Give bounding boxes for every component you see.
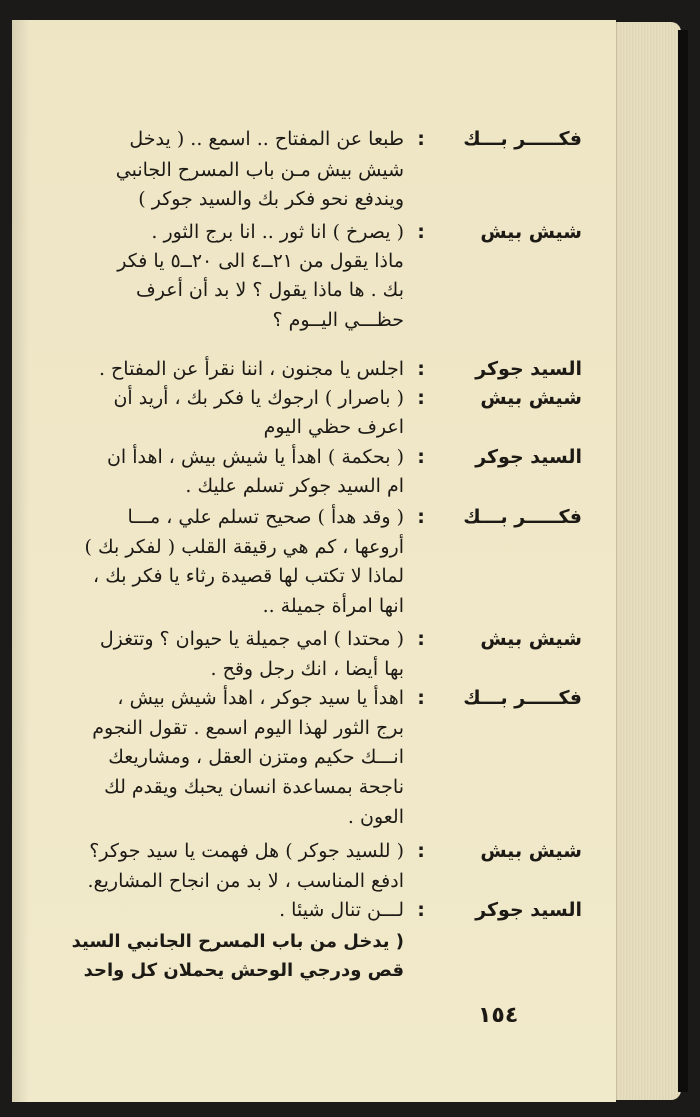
dialogue-text: برج الثور لهذا اليوم اسمع . تقول النجوم — [92, 717, 404, 739]
speaker-colon: : — [417, 446, 425, 468]
dialogue-line — [12, 800, 582, 834]
dialogue-text: بها أيضا ، انك رجل وقح . — [210, 658, 404, 680]
dialogue-text: بك . ها ماذا يقول ؟ لا بد أن أعرف — [136, 279, 404, 301]
dialogue-text: اهدأ يا سيد جوكر ، اهدأ شيش بيش ، — [117, 687, 404, 709]
dialogue-text: ( للسيد جوكر ) هل فهمت يا سيد جوكر؟ — [89, 840, 404, 862]
dialogue-line — [12, 740, 582, 774]
dialogue-line — [12, 893, 582, 927]
book-shadow — [678, 30, 688, 1092]
dialogue-text: ويندفع نحو فكر بك والسيد جوكر ) — [138, 188, 404, 210]
dialogue-text: ( يصرخ ) انا ثور .. انا برج الثور . — [151, 221, 404, 243]
speaker-name: السيد جوكر — [475, 899, 582, 921]
dialogue-text: انها امرأة جميلة .. — [262, 595, 404, 617]
dialogue-line — [12, 681, 582, 715]
dialogue-line — [12, 122, 582, 156]
speaker-name: فكـــــر بـــك — [463, 506, 582, 528]
dialogue-text: حظـــي اليــوم ؟ — [272, 309, 404, 331]
speaker-colon: : — [417, 358, 425, 380]
speaker-colon: : — [417, 506, 425, 528]
dialogue-text: أروعها ، كم هي رقيقة القلب ( لفكر بك ) — [84, 536, 404, 558]
dialogue-text: انـــك حكيم ومتزن العقل ، ومشاريعك — [108, 746, 404, 768]
dialogue-line — [12, 622, 582, 656]
dialogue-text: ام السيد جوكر تسلم عليك . — [185, 475, 404, 497]
dialogue-text: ماذا يقول من ٢١ــ٤ الى ٢٠ــ٥ يا فكر — [117, 250, 404, 272]
book-page — [12, 20, 616, 1102]
speaker-colon: : — [417, 687, 425, 709]
page-edge — [616, 22, 681, 1100]
speaker-colon: : — [417, 628, 425, 650]
speaker-name: فكـــــر بـــك — [463, 128, 582, 150]
dialogue-text: اجلس يا مجنون ، اننا نقرأ عن المفتاح . — [98, 358, 404, 380]
dialogue-text: قص ودرجي الوحش يحملان كل واحد — [83, 960, 404, 981]
dialogue-line — [12, 559, 582, 593]
dialogue-line — [12, 182, 582, 216]
speaker-colon: : — [417, 221, 425, 243]
dialogue-text: لماذا لا تكتب لها قصيدة رثاء يا فكر بك ، — [93, 565, 404, 587]
dialogue-line — [12, 954, 582, 988]
dialogue-text: ( محتدا ) امي جميلة يا حيوان ؟ وتتغزل — [99, 628, 404, 650]
speaker-colon: : — [417, 840, 425, 862]
dialogue-text: ناجحة بمساعدة انسان يحبك ويقدم لك — [104, 776, 404, 798]
dialogue-text: اعرف حظي اليوم — [263, 416, 404, 438]
dialogue-text: العون . — [347, 806, 404, 828]
dialogue-text: ( باصرار ) ارجوك يا فكر بك ، أريد أن — [113, 387, 404, 409]
speaker-name: فكـــــر بـــك — [463, 687, 582, 709]
dialogue-text: لـــن تنال شيئا . — [279, 899, 404, 921]
speaker-colon: : — [417, 899, 425, 921]
dialogue-line — [12, 469, 582, 503]
speaker-colon: : — [417, 128, 425, 150]
dialogue-text: ادفع المناسب ، لا بد من انجاح المشاريع. — [87, 870, 404, 892]
dialogue-text: ( وقد هدأ ) صحيح تسلم علي ، مـــا — [127, 506, 404, 528]
speaker-name: شيش بيش — [480, 628, 582, 650]
dialogue-line — [12, 410, 582, 444]
speaker-name: السيد جوكر — [475, 446, 582, 468]
dialogue-text: شيش بيش مـن باب المسرح الجانبي — [115, 159, 404, 181]
speaker-name: شيش بيش — [480, 221, 582, 243]
dialogue-line — [12, 834, 582, 868]
dialogue-line — [12, 770, 582, 804]
speaker-name: شيش بيش — [480, 840, 582, 862]
dialogue-text: ( يدخل من باب المسرح الجانبي السيد — [71, 931, 404, 952]
dialogue-line — [12, 303, 582, 337]
dialogue-line — [12, 589, 582, 623]
dialogue-text: ( بحكمة ) اهدأ يا شيش بيش ، اهدأ ان — [106, 446, 404, 468]
dialogue-text: طبعا عن المفتاح .. اسمع .. ( يدخل — [129, 128, 404, 150]
speaker-name: السيد جوكر — [475, 358, 582, 380]
page-number: ١٥٤ — [478, 1003, 519, 1028]
speaker-name: شيش بيش — [480, 387, 582, 409]
speaker-colon: : — [417, 387, 425, 409]
dialogue-line — [12, 273, 582, 307]
dialogue-line — [12, 500, 582, 534]
